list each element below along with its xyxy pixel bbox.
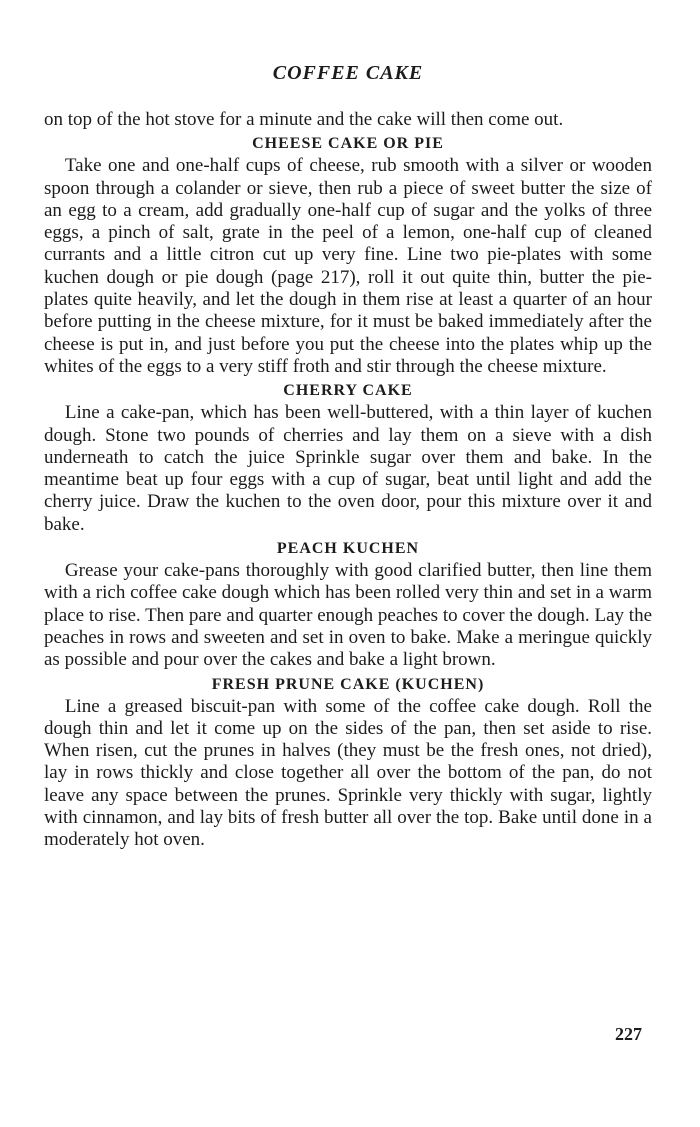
recipe-title: PEACH KUCHEN (276, 540, 420, 558)
recipe-peach-kuchen (44, 540, 652, 671)
running-head: COFFEE CAKE (272, 62, 424, 84)
recipe-body: Line a cake-pan, which has been well-buttered, with a thin layer of kuchen dough. Stone two pounds of cherries and lay them on a sieve with a dish underneath to catch the juice Sprinkle sugar over them and bake. In the meantime beat up four eggs with a cup of sugar, beat until light and add the cherry juice. Draw the kuchen to the oven door, pour this mixture over it and bake. (44, 402, 652, 535)
recipe-title: CHEESE CAKE OR PIE (252, 135, 444, 153)
recipe-fresh-prune-cake (44, 676, 652, 852)
continuation-paragraph: on top of the hot stove for a minute and the cake will then come out. (44, 109, 564, 130)
page-number: 227 (615, 1024, 642, 1044)
recipe-body: Take one and one-half cups of cheese, rub smooth with a silver or wooden spoon through a colander or sieve, then rub a piece of sweet butter the size of an egg to a cream, add gradually one-half cup of sugar and the yolks of three eggs, a pinch of salt, grate in the peel of a lemon, one-half cup of cleaned currants and a little citron cut up very fine. Line two pie-plates with some kuchen dough or pie dough (page 217), roll it out quite thin, butter the pie-plates quite heavily, and let the dough in them rise at least a quarter of an hour before putting in the cheese mixture, for it must be baked immediately after the cheese is put in, and just before you put the cheese into the plates whip up the whites of the eggs to a very stiff froth and stir through the cheese mixture. (44, 155, 652, 377)
recipe-title: CHERRY CAKE (283, 382, 413, 400)
recipe-cherry-cake (44, 382, 652, 536)
recipe-cheese-cake-or-pie (44, 135, 652, 378)
recipe-title: FRESH PRUNE CAKE (KUCHEN) (211, 675, 485, 693)
recipe-body: Line a greased biscuit-pan with some of the coffee cake dough. Roll the dough thin and let it come up on the sides of the pan, then set aside to rise. When risen, cut the prunes in halves (they must be the fresh ones, not dried), lay in rows thickly and close together all over the bottom of the pan, do not leave any space between the prunes. Sprinkle very thickly with sugar, lightly with cinnamon, and lay bits of fresh butter all over the top. Bake until done in a moderately hot oven. (44, 695, 652, 851)
recipe-body: Grease your cake-pans thoroughly with good clarified butter, then line them with a rich coffee cake dough which has been rolled very thin and set in a warm place to rise. Then pare and quarter enough peaches to cover the dough. Lay the peaches in rows and sweeten and set in oven to bake. Make a meringue quickly as possible and pour over the cakes and bake a light brown. (44, 560, 652, 671)
